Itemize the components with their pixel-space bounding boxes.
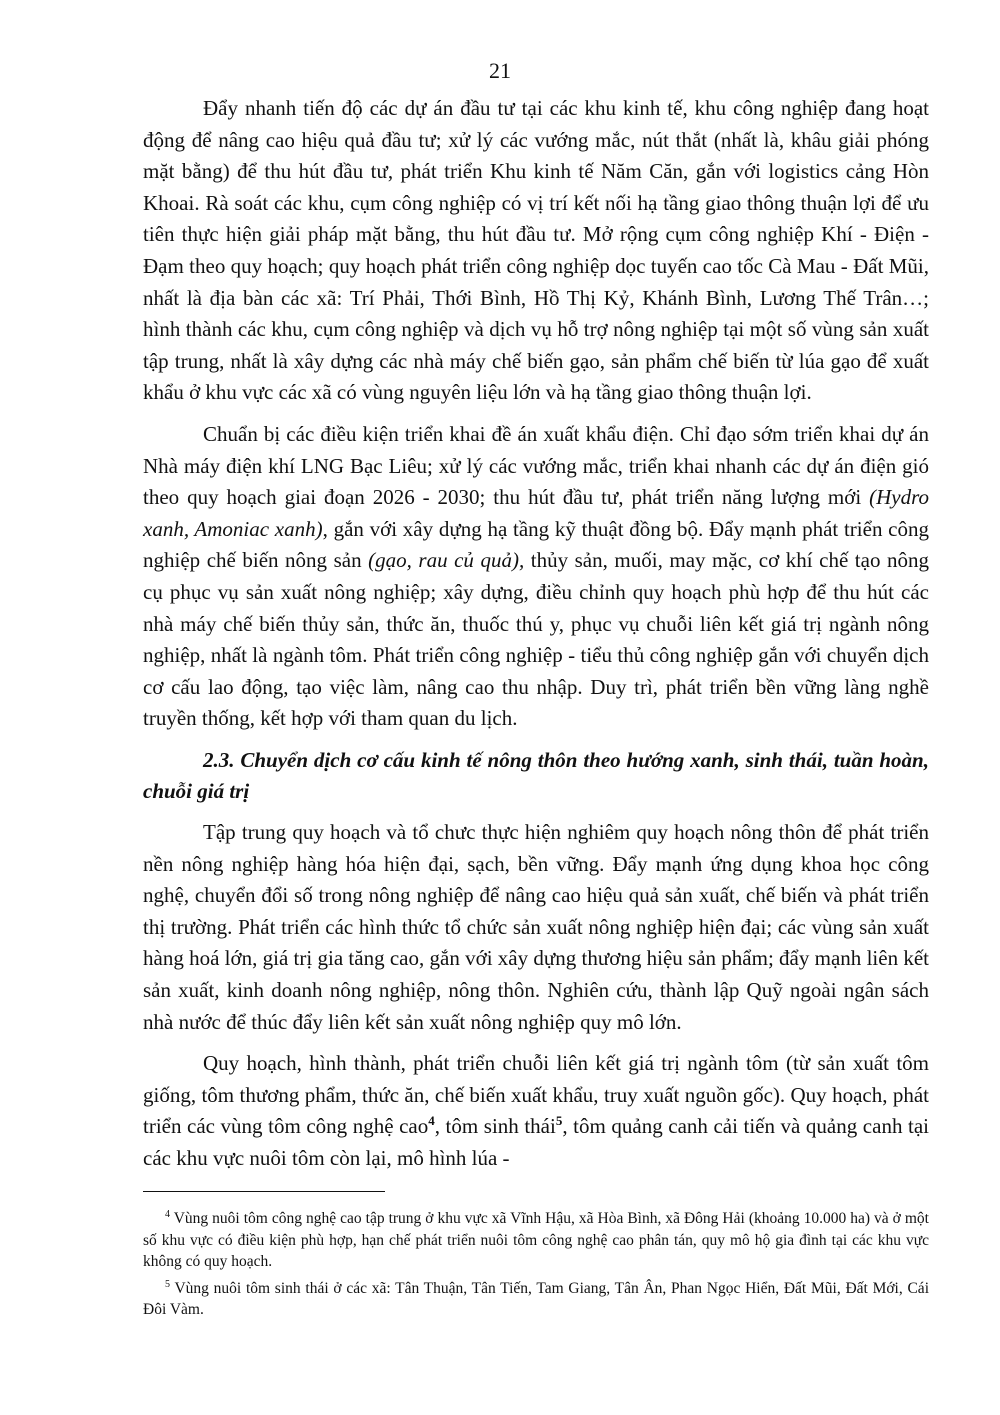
paragraph-energy-processing bbox=[143, 419, 929, 735]
paragraph-text: Chuẩn bị các điều kiện triển khai đề án xuất khẩu điện. Chỉ đạo sớm triển khai dự án Nhà máy điện khí LNG Bạc Liêu; xử lý các vướng mắc, triển khai nhanh các dự án điện gió theo quy hoạch giai đoạn 2026 - 2030; thu hút đầu tư, phát triển năng lượng mới bbox=[143, 421, 929, 510]
footnotes bbox=[143, 1208, 929, 1326]
footnote-4 bbox=[143, 1208, 929, 1273]
body-text bbox=[143, 93, 929, 1185]
paragraph-text: , gắn với xây dựng hạ tầng kỹ thuật đồng bộ. Đẩy mạnh phát triển công nghiệp chế biến nông sản bbox=[143, 516, 930, 573]
footnote-ref-4[interactable]: 4 bbox=[428, 1113, 435, 1129]
page-number: 21 bbox=[489, 58, 511, 83]
footnote-divider bbox=[143, 1191, 385, 1192]
paragraph-rural-planning: Tập trung quy hoạch và tổ chưc thực hiện nghiêm quy hoạch nông thôn để phát triển nền nông nghiệp hàng hóa hiện đại, sạch, bền vững. Đẩy mạnh ứng dụng khoa học công nghệ, chuyển đổi số trong nông nghiệp để nâng cao hiệu quả sản xuất, chế biến và phát triển thị trường. Phát triển các hình thức tổ chức sản xuất nông nghiệp hiện đại; các vùng sản xuất hàng hoá lớn, giá trị gia tăng cao, gắn với xây dựng thương hiệu sản phẩm; đẩy mạnh liên kết sản xuất, kinh doanh nông nghiệp, nông thôn. Nghiên cứu, thành lập Quỹ ngoài ngân sách nhà nước để thúc đẩy liên kết sản xuất nông nghiệp quy mô lớn. bbox=[143, 820, 929, 1034]
paragraph-shrimp-chain bbox=[143, 1048, 929, 1174]
footnote-mark-4: 4 bbox=[165, 1208, 170, 1220]
footnote-text: Vùng nuôi tôm công nghệ cao tập trung ở khu vực xã Vĩnh Hậu, xã Hòa Bình, xã Đông Hải (khoảng 10.000 ha) và ở một số khu vực có điều kiện phù hợp, hạn chế phát triển nuôi tôm công nghệ cao phân tán, quy mô hộ gia đình tại các khu vực không có quy hoạch. bbox=[143, 1210, 929, 1270]
paragraph-text: Quy hoạch, hình thành, phát triển chuỗi liên kết giá trị ngành tôm (từ sản xuất tôm giống, tôm thương phẩm, thức ăn, chế biến xuất khẩu, truy xuất nguồn gốc). Quy hoạch, phát triển các vùng tôm công nghệ cao bbox=[143, 1051, 929, 1139]
paragraph-text: , tôm sinh thái bbox=[434, 1114, 556, 1139]
paragraph-industrial-zones: Đẩy nhanh tiến độ các dự án đầu tư tại các khu kinh tế, khu công nghiệp đang hoạt động để nâng cao hiệu quả đầu tư; xử lý các vướng mắc, nút thắt (nhất là, khâu giải phóng mặt bằng) để thu hút đầu tư, phát triển Khu kinh tế Năm Căn, gắn với logistics cảng Hòn Khoai. Rà soát các khu, cụm công nghiệp có vị trí kết nối hạ tầng giao thông thuận lợi để ưu tiên thực hiện giải pháp mặt bằng, thu hút đầu tư. Mở rộng cụm công nghiệp Khí - Điện - Đạm theo quy hoạch; quy hoạch phát triển công nghiệp dọc tuyến cao tốc Cà Mau - Đất Mũi, nhất là địa bàn các xã: Trí Phải, Thới Bình, Hồ Thị Kỷ, Khánh Bình, Lương Thế Trân…; hình thành các khu, cụm công nghiệp và dịch vụ hỗ trợ nông nghiệp tại một số vùng sản xuất tập trung, nhất là xây dựng các nhà máy chế biến gạo, sản phẩm chế biến từ lúa gạo để xuất khẩu ở khu vực các xã có vùng nguyên liệu lớn và hạ tầng giao thông thuận lợi. bbox=[143, 96, 929, 405]
footnote-text: Vùng nuôi tôm sinh thái ở các xã: Tân Thuận, Tân Tiến, Tam Giang, Tân Ân, Phan Ngọc Hiển, Đất Mũi, Đất Mới, Cái Đôi Vàm. bbox=[143, 1279, 929, 1318]
section-heading-2-3: 2.3. Chuyển dịch cơ cấu kinh tế nông thôn theo hướng xanh, sinh thái, tuần hoàn, chuỗi giá trị bbox=[143, 747, 929, 804]
footnote-5 bbox=[143, 1278, 929, 1321]
italic-text: (Hydro xanh, Amoniac xanh) bbox=[143, 485, 929, 541]
italic-text: (gạo, rau củ quả), bbox=[368, 548, 525, 573]
footnote-mark-5: 5 bbox=[165, 1278, 170, 1290]
footnote-ref-5[interactable]: 5 bbox=[555, 1113, 563, 1129]
paragraph-text: , tôm quảng canh cải tiến và quảng canh tại các khu vực nuôi tôm còn lại, mô hình lúa - bbox=[143, 1114, 929, 1170]
paragraph-text: thủy sản, muối, may mặc, cơ khí chế tạo nông cụ phục vụ sản xuất nông nghiệp; xây dựng, điều chỉnh quy hoạch phù hợp để thu hút các nhà máy chế biến thủy sản, thức ăn, thuốc thú y, phục vụ chuỗi liên kết giá trị ngành nông nghiệp, nhất là ngành tôm. Phát triển công nghiệp - tiểu thủ công nghiệp gắn với chuyển dịch cơ cấu lao động, tạo việc làm, nâng cao thu nhập. Duy trì, phát triển bền vững làng nghề truyền thống, kết hợp với tham quan du lịch. bbox=[143, 548, 930, 731]
